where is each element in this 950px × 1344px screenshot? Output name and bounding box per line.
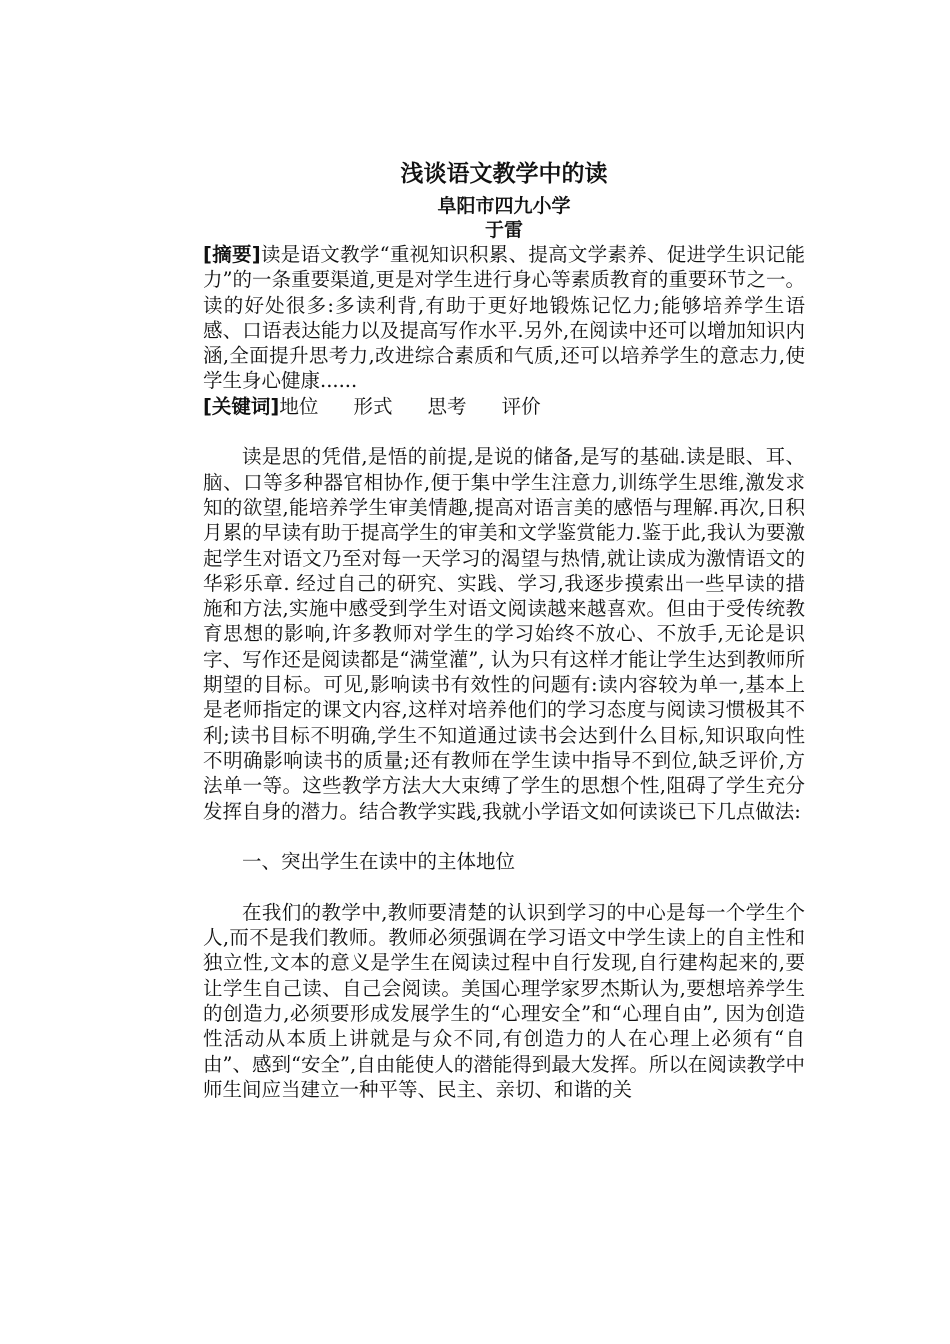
- keyword-item: 评价: [501, 394, 541, 418]
- keyword-item: 思考: [427, 394, 467, 418]
- keyword-item: 形式: [353, 394, 393, 418]
- document-page: [203, 156, 805, 1102]
- section-heading: 一、突出学生在读中的主体地位: [242, 850, 516, 874]
- school-name: 阜阳市四九小学: [437, 195, 571, 217]
- abstract-text: 读是语文教学“重视知识积累、提高文学素养、促进学生识记能力”的一条重要渠道,更是对学生进行身心等素质教育的重要环节之一。读的好处很多:多读利背,有助于更好地锻炼记忆力;能够培养学生语感、口语表达能力以及提高写作水平.另外,在阅读中还可以增加知识内涵,全面提升思考力,改进综合素质和气质,还可以培养学生的意志力,使学生身心健康......: [203, 243, 805, 393]
- section-paragraph: 在我们的教学中,教师要清楚的认识到学习的中心是每一个学生个人,而不是我们教师。教师必须强调在学习语文中学生读上的自主性和独立性,文本的意义是学生在阅读过程中自行发现,自行建构起来的,要让学生自己读、自己会阅读。美国心理学家罗杰斯认为,要想培养学生的创造力,必须要形成发展学生的“心理安全”和“心理自由”, 因为创造性活动从本质上讲就是与众不同,有创造力的人在心理上必须有“自由”、感到“安全”,自由能使人的潜能得到最大发挥。所以在阅读教学中师生间应当建立一种平等、民主、亲切、和谐的关: [203, 900, 805, 1101]
- abstract-section: [203, 242, 805, 394]
- document-title: 浅谈语文教学中的读: [400, 161, 608, 187]
- keywords-label: [关键词]: [203, 394, 280, 418]
- keyword-item: 地位: [279, 394, 319, 418]
- paragraph-spacer: [203, 419, 805, 444]
- keywords-section: [203, 394, 805, 419]
- paragraph-spacer: [203, 824, 805, 849]
- intro-paragraph: 读是思的凭借,是悟的前提,是说的储备,是写的基础.读是眼、耳、脑、口等多种器官相协作,便于集中学生注意力,训练学生思维,激发求知的欲望,能培养学生审美情趣,提高对语言美的感悟与理解.再次,日积月累的早读有助于提高学生的审美和文学鉴赏能力.鉴于此,我认为要激起学生对语文乃至对每一天学习的渴望与热情,就让读成为激情语文的华彩乐章. 经过自己的研究、实践、学习,我逐步摸索出一些早读的措施和方法,实施中感受到学生对语文阅读越来越喜欢。但由于受传统教育思想的影响,许多教师对学生的学习始终不放心、不放手,无论是识字、写作还是阅读都是“满堂灌”, 认为只有这样才能让学生达到教师所期望的目标。可见,影响读书有效性的问题有:读内容较为单一,基本上是老师指定的课文内容,这样对培养他们的学习态度与阅读习惯极其不利;读书目标不明确,学生不知道通过读书会达到什么目标,知识取向性不明确影响读书的质量;还有教师在学生读中指导不到位,缺乏评价,方法单一等。这些教学方法大大束缚了学生的思想个性,阻碍了学生充分发挥自身的潜力。结合教学实践,我就小学语文如何读谈已下几点做法:: [203, 445, 805, 823]
- paragraph-spacer: [203, 874, 805, 899]
- author-name: 于雷: [484, 219, 523, 241]
- abstract-label: [摘要]: [203, 243, 261, 266]
